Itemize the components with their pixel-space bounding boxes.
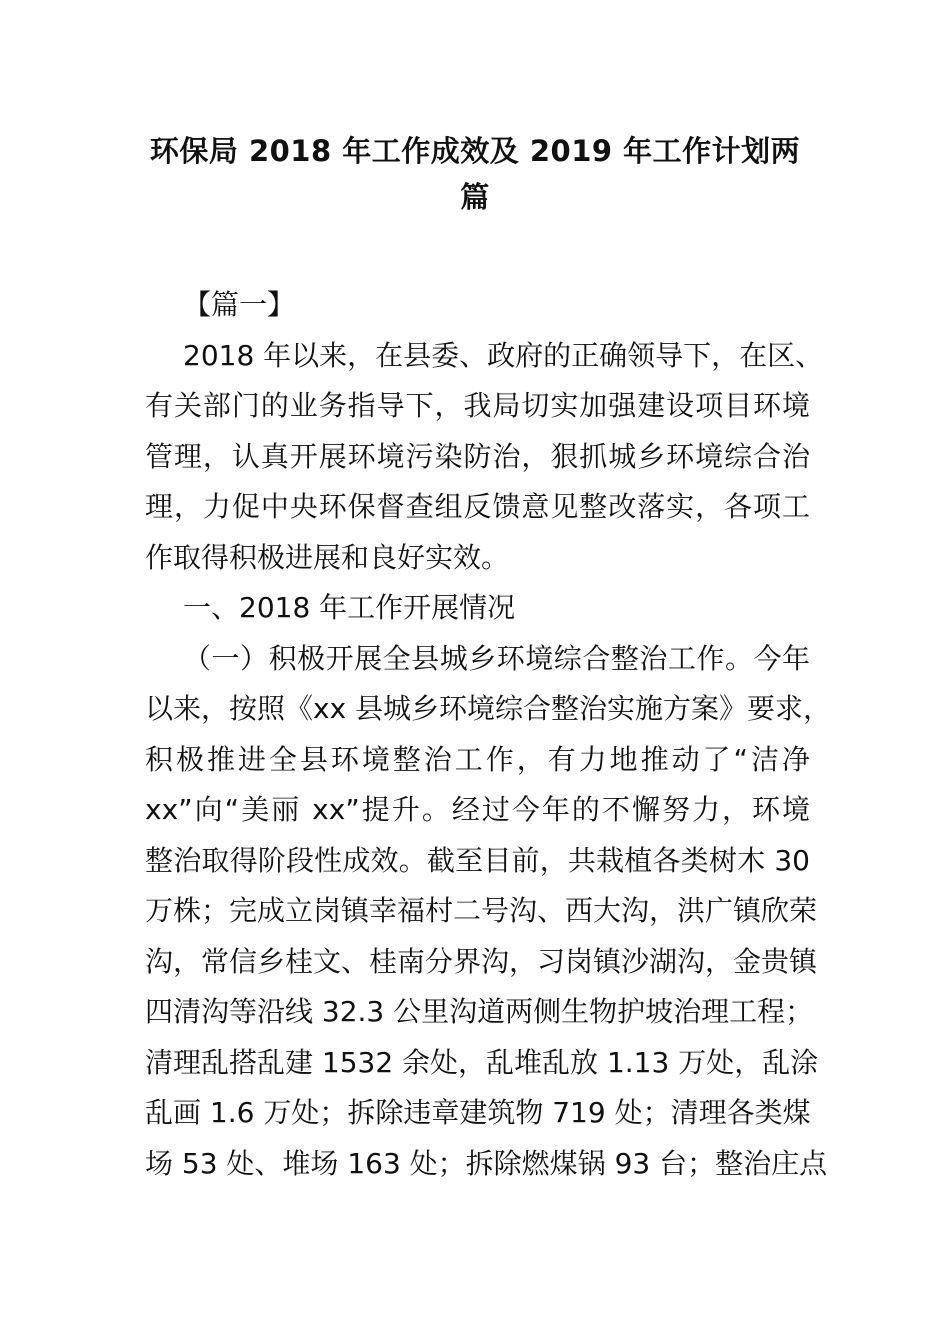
document-body: [145, 280, 832, 1189]
title-line-1: 环保局 2018 年工作成效及 2019 年工作计划两: [149, 134, 801, 168]
intro-line: 作取得积极进展和良好实效。: [145, 540, 510, 574]
item-line: 四清沟等沿线 32.3 公里沟道两侧生物护坡治理工程；: [145, 995, 814, 1028]
title-line-2: 篇: [460, 180, 490, 214]
item-line: 以来，按照《xx 县城乡环境综合整治实施方案》要求，: [145, 692, 832, 725]
section-label: 【篇一】: [183, 288, 296, 321]
item-line: 场 53 处、堆场 163 处；拆除燃煤锅 93 台；整治庄点: [145, 1146, 828, 1180]
item-line: 沟，常信乡桂文、桂南分界沟，习岗镇沙湖沟，金贵镇: [145, 944, 818, 978]
document-title: [140, 128, 810, 220]
item-line: 万株；完成立岗镇幸福村二号沟、西大沟，洪广镇欣荣: [145, 894, 818, 927]
intro-paragraph: [145, 331, 824, 584]
section-heading: 一、2018 年工作开展情况: [183, 591, 516, 624]
item-line: 积极推进全县环境整治工作，有力地推动了“洁净: [145, 742, 810, 776]
item-line: 乱画 1.6 万处；拆除违章建筑物 719 处；清理各类煤: [145, 1096, 811, 1129]
intro-line: 管理，认真开展环境污染防治，狠抓城乡环境综合治: [145, 439, 810, 473]
item-line: xx”向“美丽 xx”提升。经过今年的不懈努力，环境: [145, 793, 810, 826]
intro-line: 2018 年以来，在县委、政府的正确领导下，在区、: [183, 338, 824, 372]
item-line: 整治取得阶段性成效。截至目前，共栽植各类树木 30: [145, 843, 810, 877]
item-one-paragraph: [145, 634, 832, 1190]
item-line: （一）积极开展全县城乡环境综合整治工作。今年: [183, 641, 810, 675]
intro-line: 有关部门的业务指导下，我局切实加强建设项目环境: [145, 389, 810, 422]
item-line: 清理乱搭乱建 1532 余处，乱堆乱放 1.13 万处，乱涂: [145, 1045, 819, 1079]
intro-line: 理，力促中央环保督查组反馈意见整改落实，各项工: [145, 490, 810, 523]
